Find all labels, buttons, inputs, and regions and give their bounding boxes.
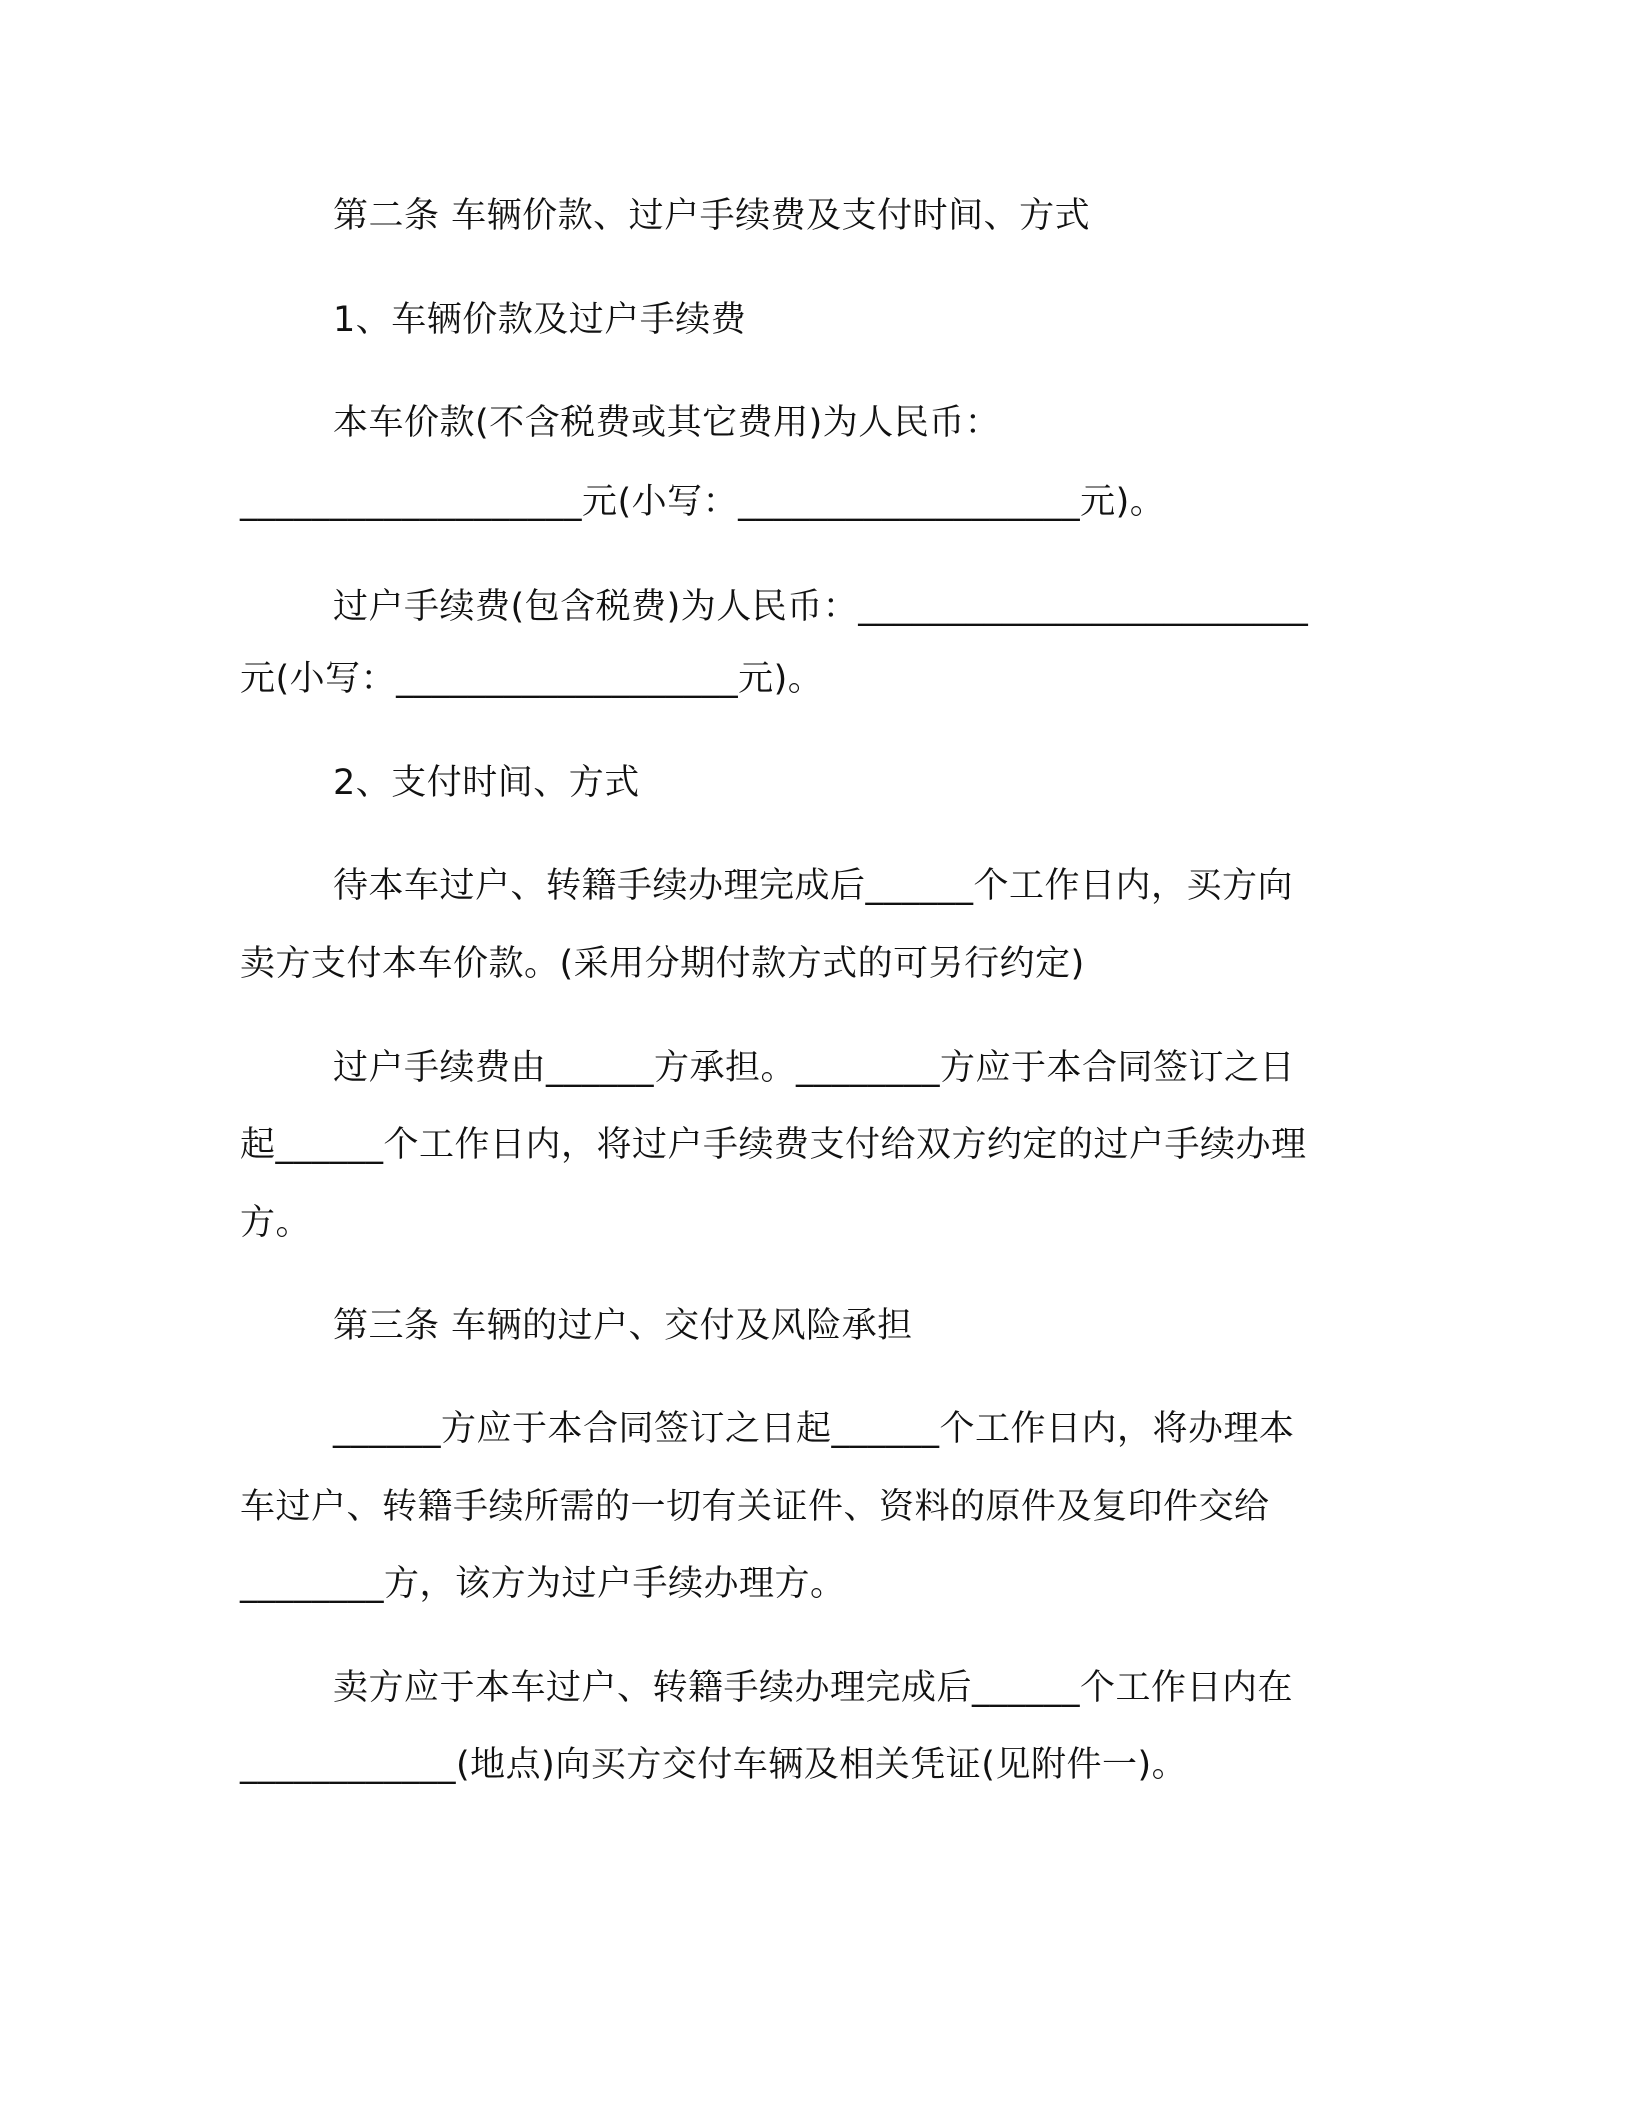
vehicle-delivery-paragraph-line: 卖方应于本车过户、转籍手续办理完成后______个工作日内在 — [333, 1668, 1294, 1708]
article-2-heading: 第二条 车辆价款、过户手续费及支付时间、方式 — [333, 196, 1091, 236]
section-1-heading: 1、车辆价款及过户手续费 — [333, 300, 747, 340]
transfer-fee-paragraph-line: 起______个工作日内，将过户手续费支付给双方约定的过户手续办理 — [240, 1125, 1307, 1165]
article-3-heading: 第三条 车辆的过户、交付及风险承担 — [333, 1306, 913, 1346]
vehicle-delivery-paragraph-line: ____________(地点)向买方交付车辆及相关凭证(见附件一)。 — [240, 1745, 1188, 1785]
section-2-heading: 2、支付时间、方式 — [333, 763, 640, 803]
documents-handover-paragraph-line: 车过户、转籍手续所需的一切有关证件、资料的原件及复印件交给 — [240, 1487, 1270, 1527]
transfer-fee-blank-line: 元(小写：___________________元)。 — [240, 659, 824, 699]
documents-handover-paragraph-line: ________方，该方为过户手续办理方。 — [240, 1564, 846, 1604]
transfer-fee-paragraph-line: 过户手续费由______方承担。________方应于本合同签订之日 — [333, 1048, 1296, 1088]
payment-paragraph-line: 卖方支付本车价款。(采用分期付款方式的可另行约定) — [240, 944, 1085, 984]
payment-paragraph-line: 待本车过户、转籍手续办理完成后______个工作日内，买方向 — [333, 866, 1294, 906]
vehicle-price-blank-line: ___________________元(小写：___________________元)。 — [240, 482, 1166, 522]
vehicle-price-label: 本车价款(不含税费或其它费用)为人民币： — [333, 403, 1001, 443]
transfer-fee-paragraph-line: 方。 — [240, 1203, 312, 1243]
documents-handover-paragraph-line: ______方应于本合同签订之日起______个工作日内，将办理本 — [333, 1409, 1295, 1449]
transfer-fee-label: 过户手续费(包含税费)为人民币：_________________________ — [333, 587, 1309, 627]
